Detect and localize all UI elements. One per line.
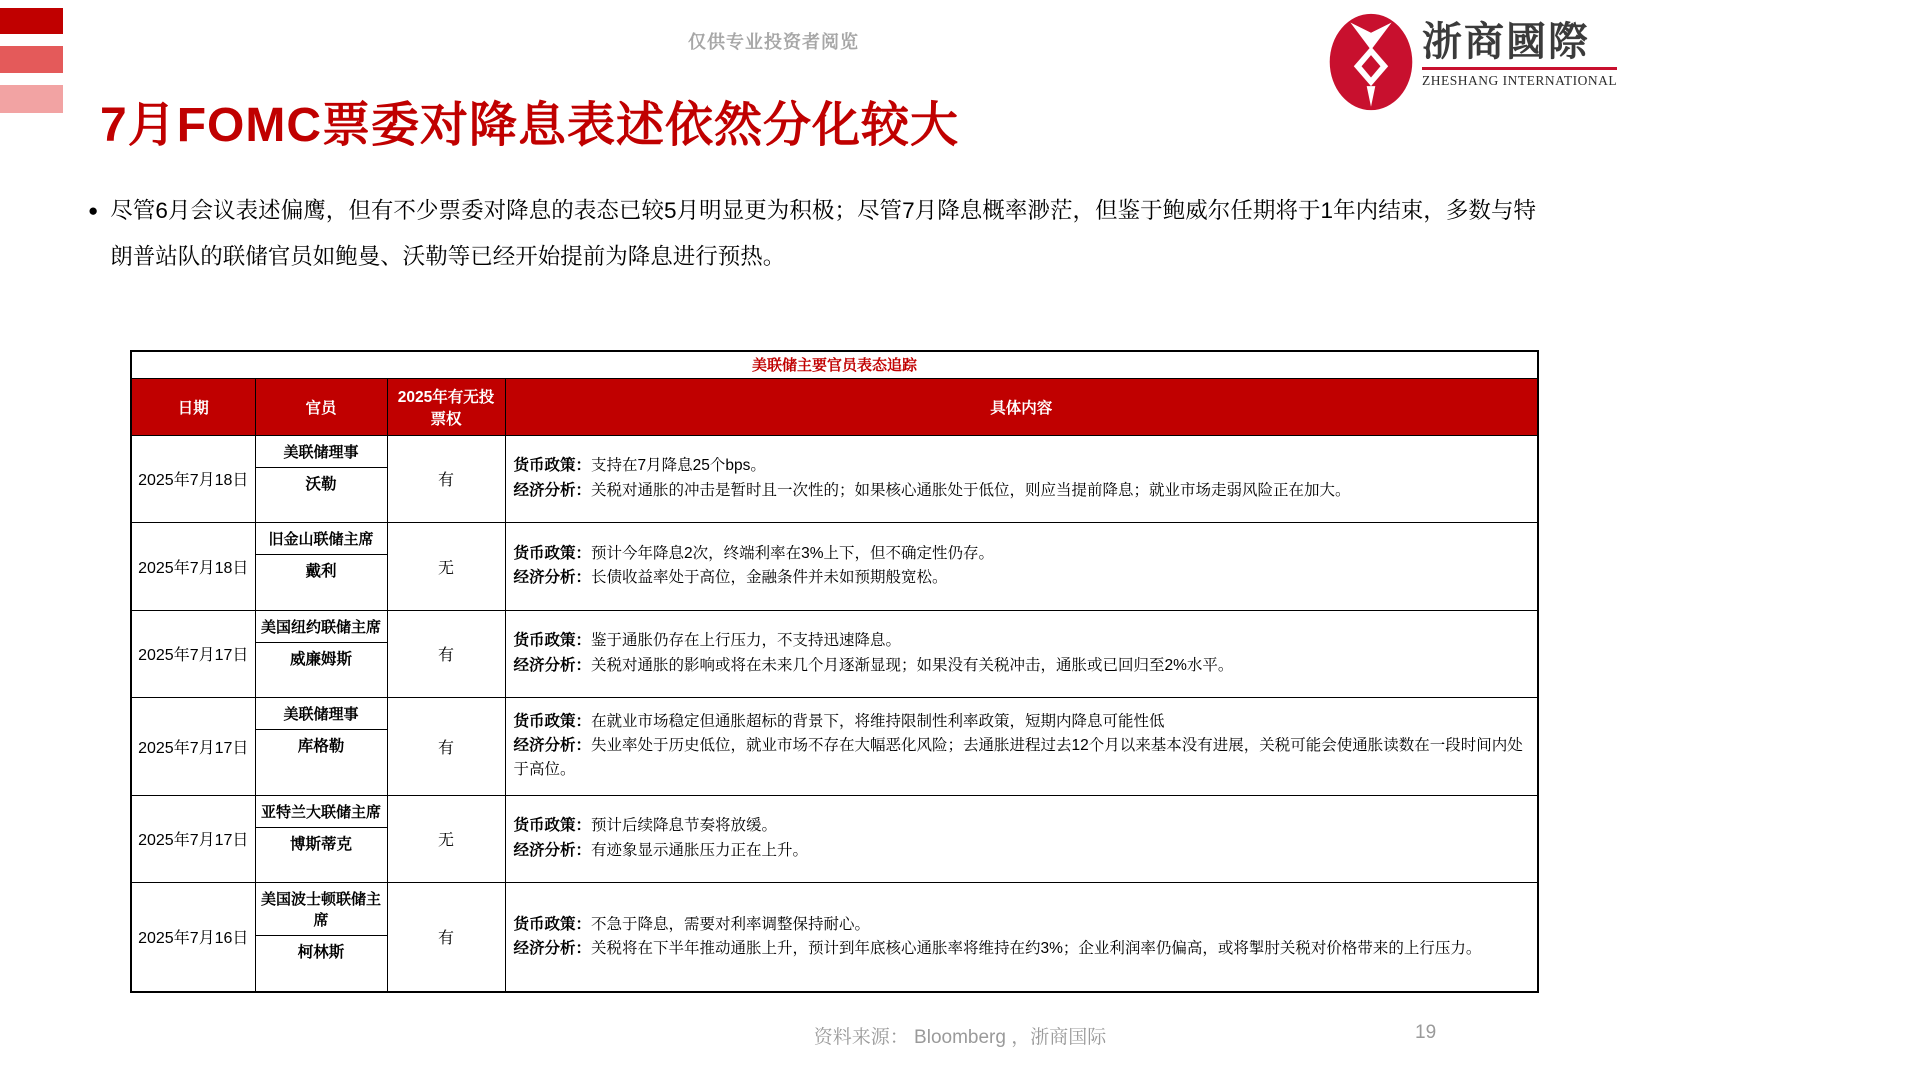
table-row [131,610,1538,697]
source-note: 资料来源： Bloomberg ，浙商国际 [813,1027,1107,1048]
bullet-text: 尽管6月会议表述偏鹰，但有不少票委对降息的表态已较5月明显更为积极；尽管7月降息概率渺茫，但鉴于鲍威尔任期将于1年内结束，多数与特朗普站队的联储官员如鲍曼、沃勒等已经开始提前为降息进行预热。 [110,198,1536,269]
analysis-line [514,734,1528,782]
header-official: 官员 [255,378,387,435]
bullet-item [88,188,1536,280]
official-name: 威廉姆斯 [289,650,352,668]
policy-text: 不急于降息，需要对利率调整保持耐心。 [591,915,871,933]
logo-divider [1422,67,1617,70]
official-cell [255,795,387,882]
policy-line [514,542,1528,566]
policy-label: 货币政策： [513,632,592,650]
policy-label: 货币政策： [513,457,592,475]
vote-cell: 有 [387,697,505,795]
official-name: 柯林斯 [297,943,345,961]
vote-cell: 无 [387,522,505,610]
date-cell: 2025年7月17日 [131,610,255,697]
analysis-text: 失业率处于历史低位，就业市场不存在大幅恶化风险；去通胀进程过去12个月以来基本没有进展，关税可能会使通胀读数在一段时间内处于高位。 [513,736,1523,778]
analysis-line [514,654,1528,678]
table-title: 美联储主要官员表态追踪 [131,351,1538,378]
content-cell [505,435,1538,522]
analysis-label: 经济分析： [513,736,592,754]
bullet-icon: ● [88,201,99,220]
policy-text: 预计后续降息节奏将放缓。 [591,817,778,835]
analysis-label: 经济分析： [513,569,592,586]
analysis-line [514,479,1528,503]
analysis-text: 关税对通胀的影响或将在未来几个月逐渐显现；如果没有关税冲击，通胀或已回归至2%水平。 [591,656,1234,674]
official-cell [255,697,387,795]
official-name: 库格勒 [297,737,345,755]
table-row [131,795,1538,882]
vote-cell: 有 [387,882,505,992]
table-header-row [131,378,1538,435]
vote-cell: 有 [387,435,505,522]
logo-text-block [1422,12,1617,89]
policy-line [514,629,1528,653]
table-row [131,882,1538,992]
table-row [131,522,1538,610]
logo-name-cn: 浙商國際 [1422,19,1590,64]
policy-line [514,710,1528,734]
content-cell [505,610,1538,697]
official-name: 沃勒 [305,475,337,493]
stripe-decoration-dark [0,8,63,34]
content-cell [505,882,1538,992]
analysis-label: 经济分析： [513,841,592,859]
analysis-label: 经济分析： [513,939,592,957]
zheshang-logo-icon [1328,12,1414,112]
policy-line [514,454,1528,478]
official-title: 美联储理事 [256,436,387,468]
official-title: 美联储理事 [256,698,387,730]
official-title: 美国波士顿联储主席 [256,883,387,936]
policy-label: 货币政策： [513,915,592,933]
official-cell [255,522,387,610]
date-cell: 2025年7月17日 [131,697,255,795]
analysis-text: 关税将在下半年推动通胀上升，预计到年底核心通胀率将维持在约3%；企业利润率仍偏高，或将掣肘关税对价格带来的上行压力。 [591,939,1482,957]
policy-line [514,814,1528,838]
date-cell: 2025年7月18日 [131,522,255,610]
page-title: 7月FOMC票委对降息表述依然分化较大 [100,99,960,152]
date-cell: 2025年7月18日 [131,435,255,522]
analysis-label: 经济分析： [513,481,592,499]
policy-text: 支持在7月降息25个bps。 [591,457,766,475]
confidential-note: 仅供专业投资者阅览 [688,32,859,52]
analysis-line [514,566,1528,590]
official-name: 戴利 [305,562,337,580]
vote-cell: 无 [387,795,505,882]
official-title: 亚特兰大联储主席 [256,796,387,828]
analysis-line [514,839,1528,863]
policy-label: 货币政策： [513,712,592,730]
date-cell: 2025年7月16日 [131,882,255,992]
header-date: 日期 [131,378,255,435]
stripe-decoration-light [0,85,63,113]
content-cell [505,522,1538,610]
policy-label: 货币政策： [513,817,592,835]
policy-label: 货币政策： [513,544,592,562]
content-cell [505,795,1538,882]
header-content: 具体内容 [505,378,1538,435]
analysis-text: 关税对通胀的冲击是暂时且一次性的；如果核心通胀处于低位，则应当提前降息；就业市场走弱风险正在加大。 [591,481,1351,499]
vote-cell: 有 [387,610,505,697]
date-cell: 2025年7月17日 [131,795,255,882]
table-row [131,435,1538,522]
official-title: 美国纽约联储主席 [256,611,387,643]
analysis-label: 经济分析： [513,656,592,674]
official-name: 博斯蒂克 [289,835,352,853]
policy-text: 鉴于通胀仍存在上行压力，不支持迅速降息。 [591,632,902,650]
company-logo [1328,12,1617,112]
header-vote: 2025年有无投票权 [387,378,505,435]
analysis-text: 长债收益率处于高位，金融条件并未如预期般宽松。 [591,569,948,586]
policy-line [514,913,1528,937]
fed-officials-table [130,350,1539,993]
table-title-row [131,351,1538,378]
table-row [131,697,1538,795]
page-number: 19 [1415,1022,1437,1043]
official-cell [255,435,387,522]
analysis-text: 有迹象显示通胀压力正在上升。 [591,841,809,859]
logo-name-en: ZHESHANG INTERNATIONAL [1422,73,1618,88]
official-title: 旧金山联储主席 [256,523,387,555]
content-cell [505,697,1538,795]
stripe-decoration-medium [0,46,63,73]
policy-text: 预计今年降息2次，终端利率在3%上下，但不确定性仍存。 [591,544,995,562]
official-cell [255,882,387,992]
policy-text: 在就业市场稳定但通胀超标的背景下，将维持限制性利率政策，短期内降息可能性低 [591,712,1165,730]
official-cell [255,610,387,697]
analysis-line [514,937,1528,961]
